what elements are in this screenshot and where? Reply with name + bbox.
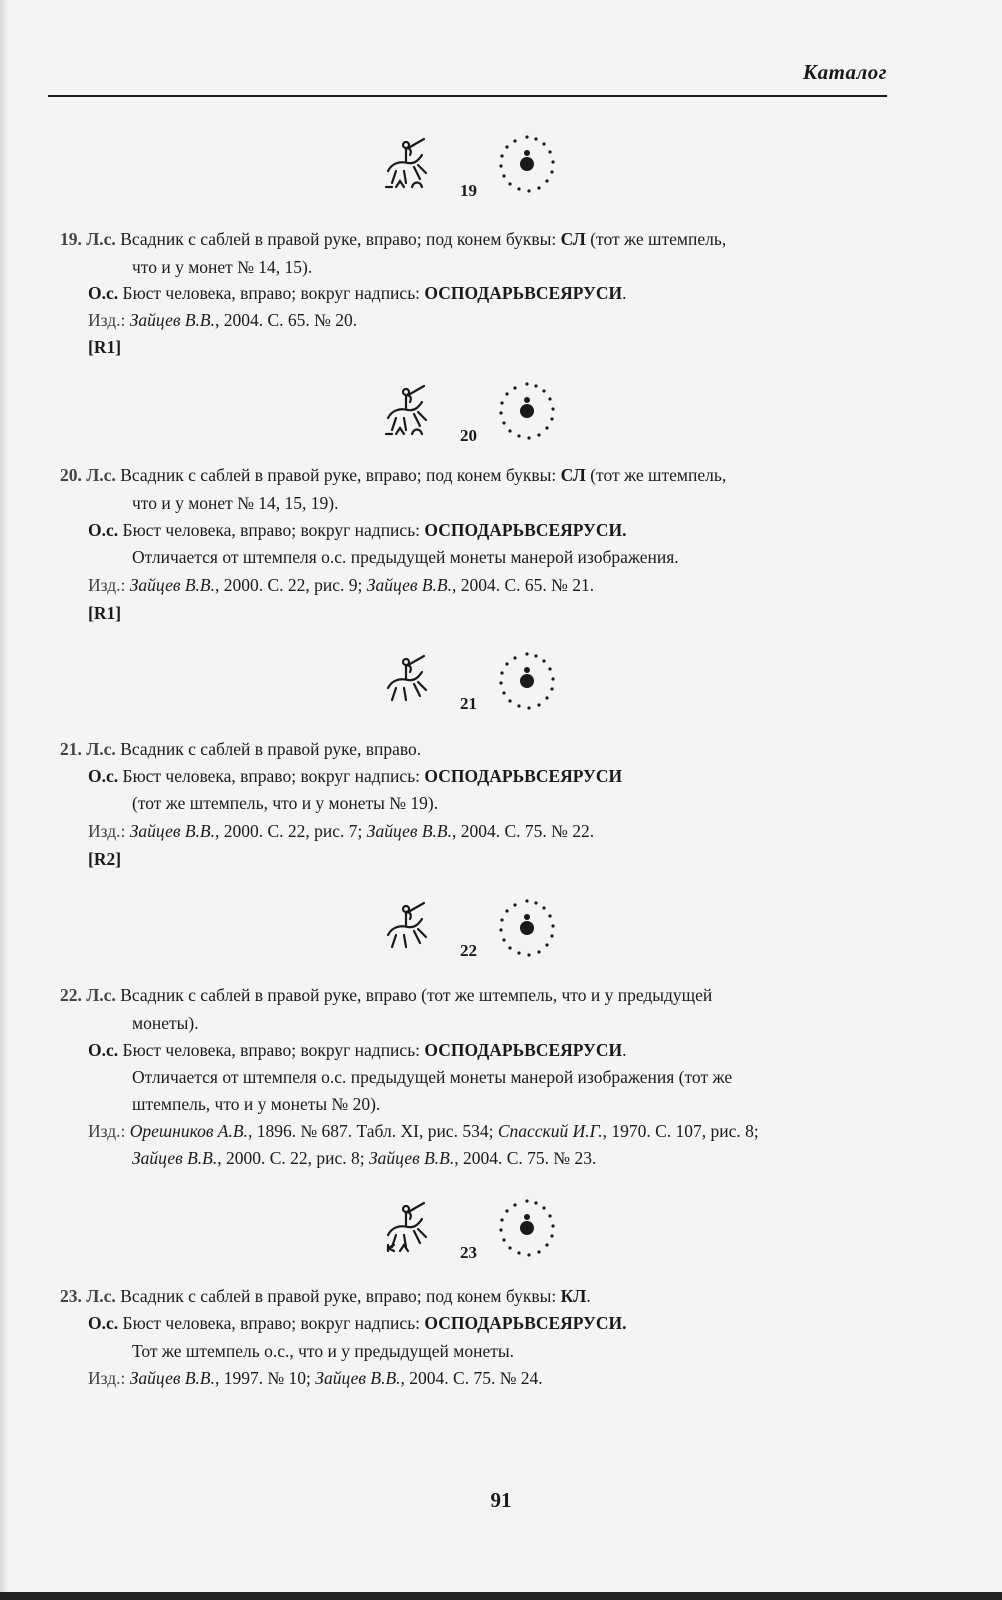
entry-line: 20. Л.с. Всадник с саблей в правой руке, вправо; под конем буквы: СЛ (тот же штемпель, (60, 465, 727, 485)
entry-line: Изд.: Зайцев В.В., 2000. С. 22, рис. 7; Зайцев В.В., 2004. С. 75. № 22. (88, 821, 595, 841)
entry-line: Изд.: Зайцев В.В., 1997. № 10; Зайцев В.В., 2004. С. 75. № 24. (88, 1368, 543, 1388)
entry-line: О.с. Бюст человека, вправо; вокруг надпись: ОСПОДАРЬВСЕЯРУСИ. (88, 283, 627, 303)
entry-line: 23. Л.с. Всадник с саблей в правой руке, вправо; под конем буквы: КЛ. (60, 1286, 591, 1306)
entry-line: О.с. Бюст человека, вправо; вокруг надпись: ОСПОДАРЬВСЕЯРУСИ. (88, 520, 627, 540)
rarity-mark: [R1] (88, 603, 122, 623)
entry-line: (тот же штемпель, что и у монеты № 19). (132, 793, 439, 813)
entry-line: Изд.: Зайцев В.В., 2004. С. 65. № 20. (88, 310, 358, 330)
entry-line: 21. Л.с. Всадник с саблей в правой руке, вправо. (60, 739, 422, 759)
header-rule (48, 95, 887, 97)
rider-coin-icon (376, 1197, 438, 1259)
rarity-mark: [R1] (88, 337, 122, 357)
coin-images-19 (0, 133, 1002, 203)
rarity-mark: [R2] (88, 849, 122, 869)
page-number: 91 (490, 1488, 512, 1512)
page-edge-shadow (0, 0, 8, 1600)
bust-coin-icon (496, 1197, 558, 1259)
bust-coin-icon (496, 380, 558, 442)
entry-line: 19. Л.с. Всадник с саблей в правой руке, вправо; под конем буквы: СЛ (тот же штемпель, (60, 229, 727, 249)
entry-line: 22. Л.с. Всадник с саблей в правой руке, вправо (тот же штемпель, что и у предыдущей (60, 985, 713, 1005)
entry-line: штемпель, что и у монеты № 20). (132, 1094, 381, 1114)
coin-number: 22 (460, 941, 477, 960)
rider-coin-icon (376, 133, 438, 195)
page-edge-bottom (0, 1592, 1002, 1600)
entry-line: Изд.: Орешников А.В., 1896. № 687. Табл. XI, рис. 534; Спасский И.Г., 1970. С. 107, рис. 8; (88, 1121, 759, 1141)
coin-number: 19 (460, 181, 477, 200)
entry-line: монеты). (132, 1013, 199, 1033)
entry-line: что и у монет № 14, 15). (132, 257, 313, 277)
bust-coin-icon (496, 133, 558, 195)
coin-number: 23 (460, 1243, 477, 1262)
bust-coin-icon (496, 650, 558, 712)
coin-number: 21 (460, 694, 477, 713)
running-title: Каталог (802, 60, 887, 84)
rider-coin-icon (376, 897, 438, 959)
bust-coin-icon (496, 897, 558, 959)
entry-line: Зайцев В.В., 2000. С. 22, рис. 8; Зайцев В.В., 2004. С. 75. № 23. (132, 1148, 597, 1168)
coin-images-23 (0, 1197, 1002, 1267)
coin-images-20 (0, 380, 1002, 450)
rider-coin-icon (376, 380, 438, 442)
entry-line: Тот же штемпель о.с., что и у предыдущей монеты. (132, 1341, 515, 1361)
entry-line: Изд.: Зайцев В.В., 2000. С. 22, рис. 9; Зайцев В.В., 2004. С. 65. № 21. (88, 575, 595, 595)
coin-images-22 (0, 897, 1002, 967)
entry-line: Отличается от штемпеля о.с. предыдущей монеты манерой изображения. (132, 547, 679, 567)
entry-line: что и у монет № 14, 15, 19). (132, 493, 339, 513)
coin-images-21 (0, 650, 1002, 720)
entry-line: О.с. Бюст человека, вправо; вокруг надпись: ОСПОДАРЬВСЕЯРУСИ. (88, 1040, 627, 1060)
entry-line: О.с. Бюст человека, вправо; вокруг надпись: ОСПОДАРЬВСЕЯРУСИ. (88, 1313, 627, 1333)
entry-line: О.с. Бюст человека, вправо; вокруг надпись: ОСПОДАРЬВСЕЯРУСИ (88, 766, 623, 786)
rider-coin-icon (376, 650, 438, 712)
coin-number: 20 (460, 426, 477, 445)
entry-line: Отличается от штемпеля о.с. предыдущей монеты манерой изображения (тот же (132, 1067, 733, 1087)
